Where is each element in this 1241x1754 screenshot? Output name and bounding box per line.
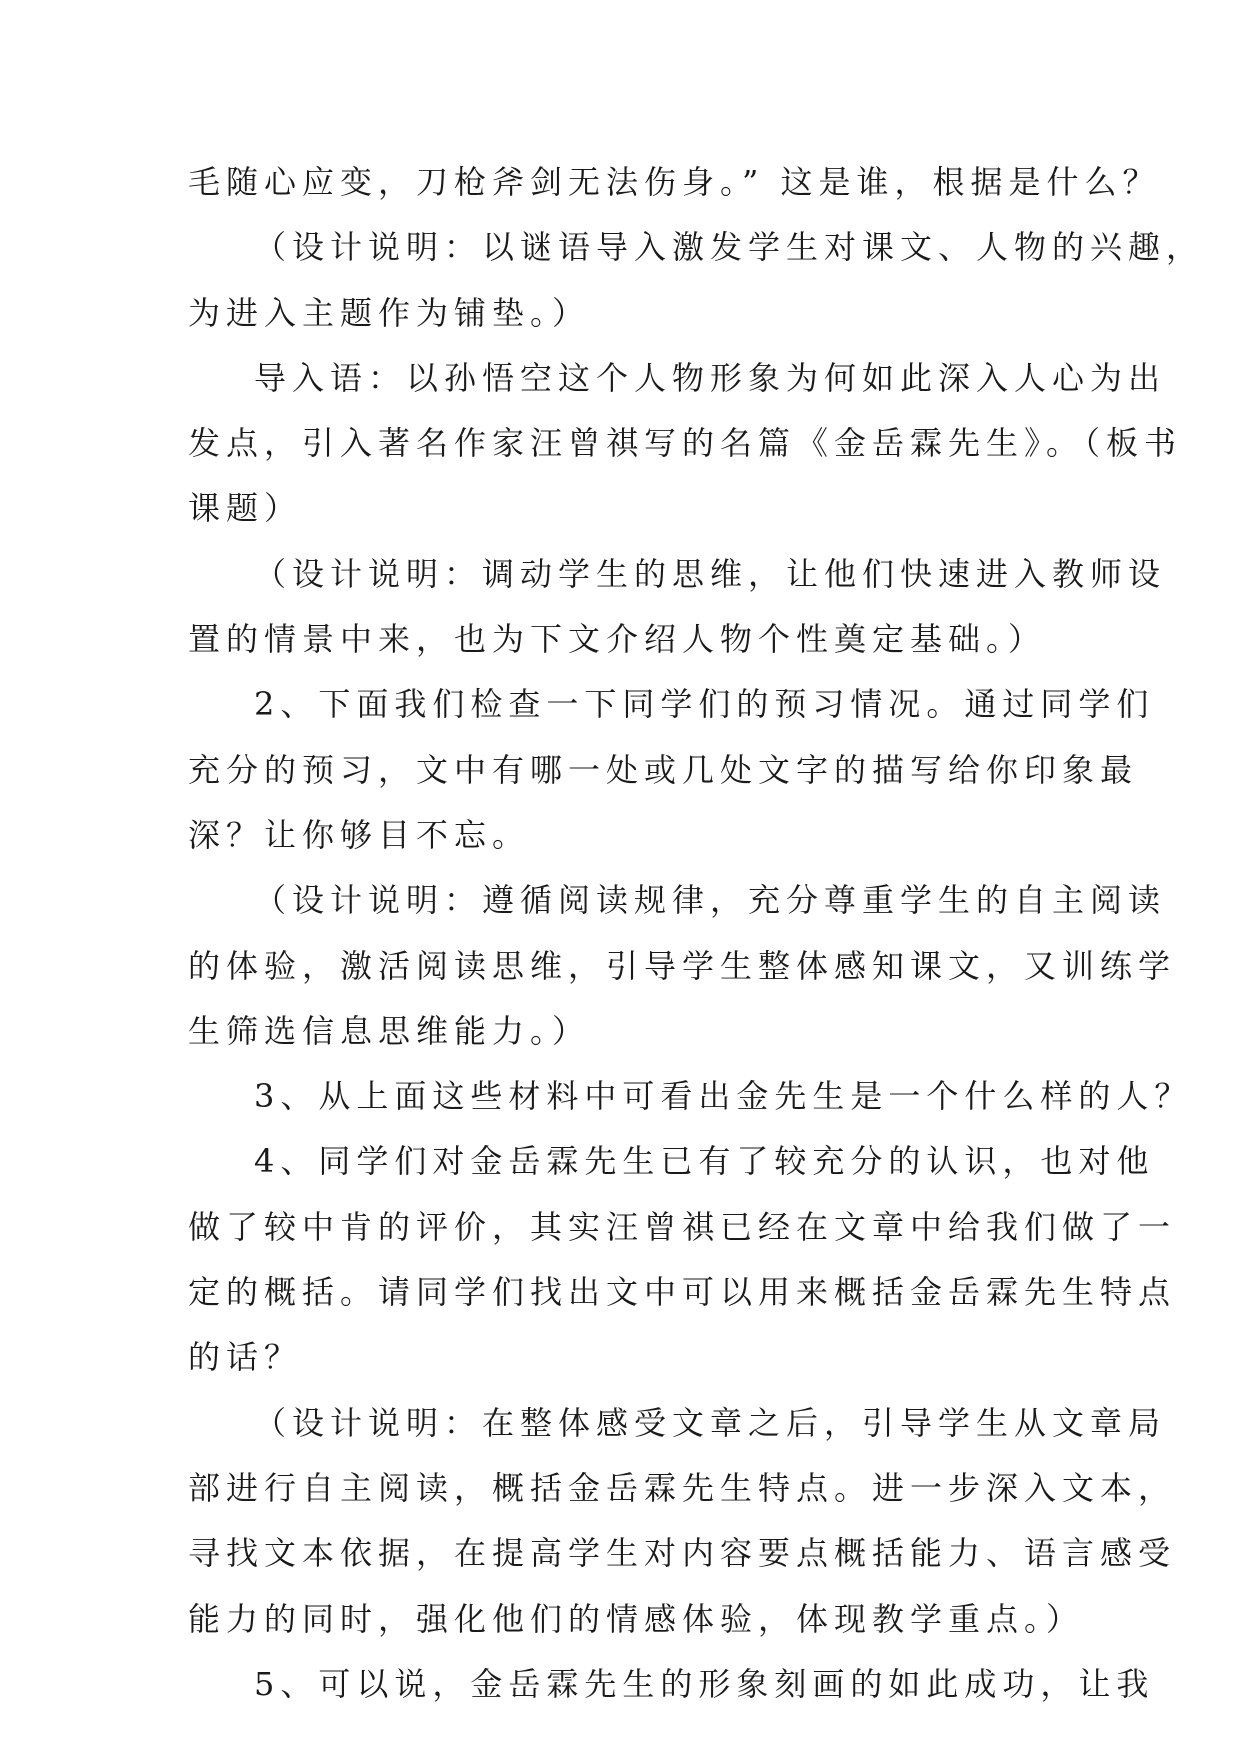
text-line: （设计说明：调动学生的思维，让他们快速进入教师设: [254, 554, 1167, 593]
text-line: 为进入主题作为铺垫。）: [188, 293, 591, 332]
text-line: 的体验，激活阅读思维，引导学生整体感知课文，又训练学: [188, 946, 1177, 985]
text-line: 毛随心应变，刀枪斧剑无法伤身。” 这是谁，根据是什么？: [188, 163, 1161, 201]
text-line: 发点，引入著名作家汪曾祺写的名篇《金岳霖先生》。（板书: [188, 424, 1183, 463]
text-line: 定的概括。请同学们找出文中可以用来概括金岳霖先生特点: [188, 1273, 1177, 1312]
text-line: 深？让你够目不忘。: [188, 815, 531, 854]
text-line: 5、可以说，金岳霖先生的形象刻画的如此成功，让我: [254, 1664, 1155, 1703]
text-line: 课题）: [188, 489, 303, 528]
text-line: 部进行自主阅读，概括金岳霖先生特点。进一步深入文本，: [188, 1468, 1177, 1507]
text-line: 置的情景中来，也为下文介绍人物个性奠定基础。）: [188, 620, 1047, 659]
text-line: （设计说明：在整体感受文章之后，引导学生从文章局: [254, 1403, 1167, 1442]
text-line: 4、同学们对金岳霖先生已有了较充分的认识，也对他: [254, 1142, 1155, 1181]
text-line: 2、下面我们检查一下同学们的预习情况。通过同学们: [254, 685, 1155, 724]
text-line: 做了较中肯的评价，其实汪曾祺已经在文章中给我们做了一: [188, 1207, 1177, 1246]
text-line: 导入语：以孙悟空这个人物形象为何如此深入人心为出: [254, 358, 1167, 397]
text-line: 的话？: [188, 1338, 303, 1377]
text-line: （设计说明：遵循阅读规律，充分尊重学生的自主阅读: [254, 881, 1167, 920]
text-line: 生筛选信息思维能力。）: [188, 1011, 591, 1050]
text-line: 寻找文本依据，在提高学生对内容要点概括能力、语言感受: [188, 1534, 1177, 1573]
text-line: 3、从上面这些材料中可看出金先生是一个什么样的人？: [254, 1077, 1193, 1116]
text-line: 能力的同时，强化他们的情感体验，体现教学重点。）: [188, 1599, 1085, 1638]
text-line: 充分的预习，文中有哪一处或几处文字的描写给你印象最: [188, 750, 1139, 789]
text-line: （设计说明：以谜语导入激发学生对课文、人物的兴趣，: [254, 228, 1205, 267]
body-text: [188, 150, 1205, 1717]
